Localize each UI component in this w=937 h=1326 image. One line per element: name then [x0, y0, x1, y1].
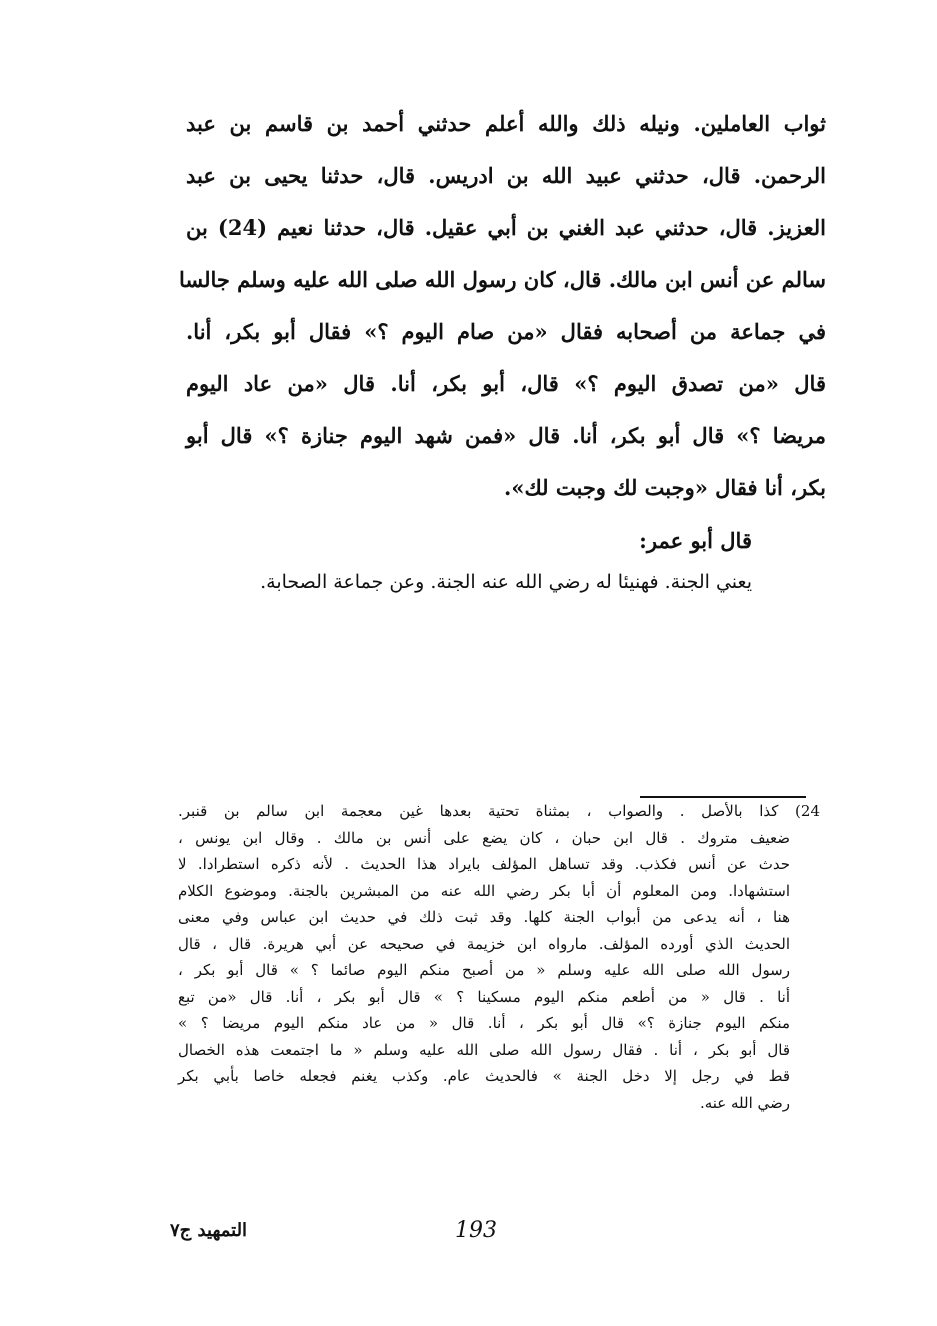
footnote-line: أنا . قال « من أطعم منكم اليوم مسكينا ؟ » قال أبو بكر ، أنا. قال «من تبع	[178, 987, 790, 1006]
footnote-line: رضي الله عنه.	[699, 1093, 790, 1112]
footnote-line: هنا ، أنه يدعى من أبواب الجنة كلها. وقد ثبت ذلك في حديث ابن عباس وفي معنى	[178, 908, 790, 926]
commentary-heading: قال أبو عمر:	[639, 528, 752, 553]
main-text-line: قال «من تصدق اليوم ؟» قال، أبو بكر، أنا. قال «من عاد اليوم	[186, 371, 826, 396]
page-number: 193	[455, 1218, 497, 1243]
main-text	[178, 98, 827, 514]
footnote-line: الحديث الذي أورده المؤلف. مارواه ابن خزيمة في صحيحه عن أبي هريرة. قال ، قال	[178, 934, 790, 953]
running-title: التمهيد ج٧	[170, 1220, 248, 1241]
commentary-block	[200, 520, 752, 602]
footnote-line: ضعيف متروك . قال ابن حبان ، كان يضع على أنس بن مالك . وقال ابن يونس ،	[178, 828, 790, 847]
main-text-line: العزيز. قال، حدثني عبد الغني بن أبي عقيل. قال، حدثنا نعيم (24) بن	[186, 215, 827, 240]
main-text-line: الرحمن. قال، حدثني عبيد الله بن ادريس. قال، حدثنا يحيى بن عبد	[186, 163, 826, 188]
footnote-line: حدث عن أنس فكذب. وقد تساهل المؤلف بايراد هذا الحديث . لأنه ذكره استطرادا. لا	[178, 855, 790, 873]
footnote-line: قط في رجل إلا دخل الجنة » فالحديث عام. وكذب يغنم فجعله خاصا بأبي بكر	[178, 1067, 790, 1085]
footnote-line: قال أبو بكر ، أنا . فقال رسول الله صلى الله عليه وسلم « ما اجتمعت هذه الخصال	[178, 1040, 790, 1059]
main-text-line: بكر، أنا فقال «وجبت لك وجبت لك».	[504, 475, 826, 500]
footnote-line: منكم اليوم جنازة ؟» قال أبو بكر ، أنا. قال « من عاد منكم اليوم مريضا ؟ »	[178, 1014, 790, 1032]
footnote-line: 24) كذا بالأصل . والصواب ، بمثناة تحتية بعدها غين معجمة ابن سالم بن قنبر.	[178, 802, 820, 820]
main-text-line: مريضا ؟» قال أبو بكر، أنا. قال «فمن شهد اليوم جنازة ؟» قال أبو	[186, 423, 826, 448]
commentary-text: يعني الجنة. فهنيئا له رضي الله عنه الجنة. وعن جماعة الصحابة.	[260, 571, 752, 593]
main-text-line: ثواب العاملين. ونيله ذلك والله أعلم حدثني أحمد بن قاسم بن عبد	[186, 111, 826, 136]
page-footer	[0, 1218, 937, 1258]
footnote-line: رسول الله صلى الله عليه وسلم « من أصبح منكم اليوم صائما ؟ » قال أبو بكر ،	[178, 961, 790, 979]
main-text-line: سالم عن أنس ابن مالك. قال، كان رسول الله صلى الله عليه وسلم جالسا	[178, 267, 826, 292]
footnote-line: استشهادا. ومن المعلوم أن أبا بكر رضي الله عنه من المبشرين بالجنة. وموضوع الكلام	[178, 881, 790, 900]
footnote-block	[178, 798, 820, 1116]
main-text-line: في جماعة من أصحابه فقال «من صام اليوم ؟» فقال أبو بكر، أنا.	[186, 319, 826, 344]
